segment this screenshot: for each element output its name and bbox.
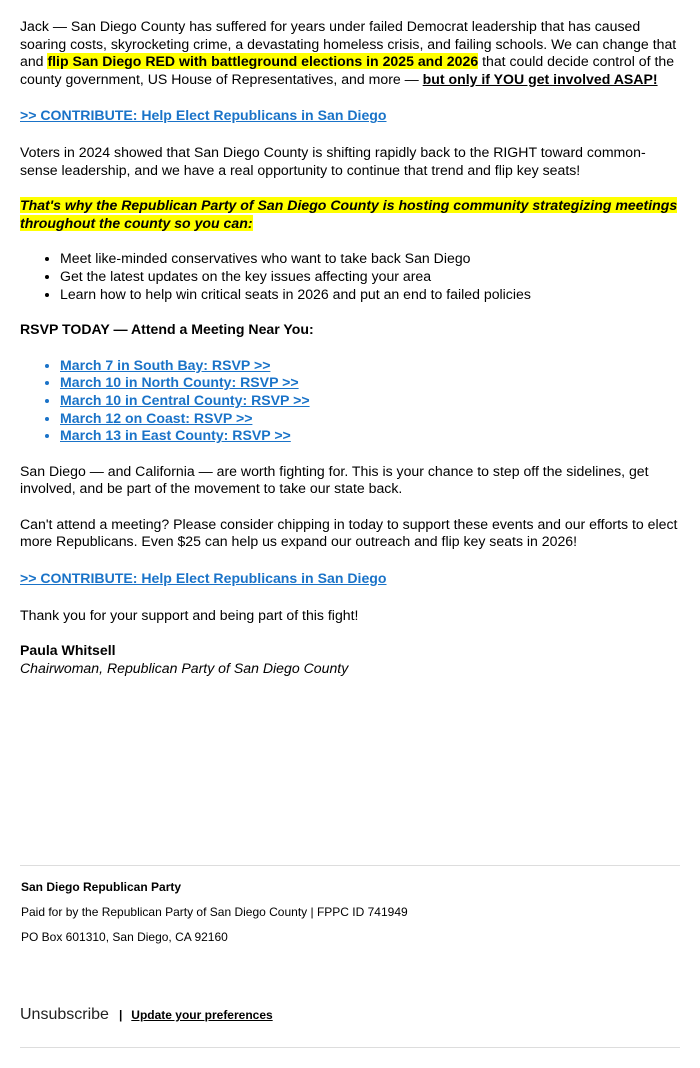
contribute-paragraph-2: [20, 570, 682, 588]
contribute-link-1[interactable]: >> CONTRIBUTE: Help Elect Republicans in San Diego: [20, 107, 387, 124]
rsvp-item: [60, 357, 682, 375]
intro-emphasis: but only if YOU get involved ASAP!: [422, 70, 658, 87]
intro-text-2: that could decide control of the county government, US House of Representatives, and more —: [20, 53, 675, 87]
unsubscribe-row: [20, 1006, 273, 1024]
footer: [21, 880, 681, 944]
hosting-paragraph: [20, 197, 682, 232]
cant-attend-paragraph: Can't attend a meeting? Please consider chipping in today to support these events and our efforts to elect more Republicans. Even $25 can help us expand our outreach and flip key seats in 2026!: [20, 515, 678, 550]
contribute-link-2[interactable]: >> CONTRIBUTE: Help Elect Republicans in San Diego: [20, 570, 387, 587]
signature-title: Chairwoman, Republican Party of San Diego County: [20, 659, 349, 676]
footer-separator: |: [118, 1008, 123, 1022]
footer-address: PO Box 601310, San Diego, CA 92160: [21, 930, 228, 944]
rsvp-link-central-county[interactable]: March 10 in Central County: RSVP >>: [60, 391, 310, 408]
email-body: [20, 18, 682, 677]
rsvp-link-north-county[interactable]: March 10 in North County: RSVP >>: [60, 374, 299, 391]
rsvp-item: [60, 427, 682, 445]
contribute-paragraph-1: [20, 107, 682, 125]
voters-paragraph: Voters in 2024 showed that San Diego County is shifting rapidly back to the RIGHT toward common-sense leadership, and we have a real opportunity to continue that trend and flip key seats!: [20, 143, 646, 178]
intro-text-1: Jack — San Diego County has suffered for years under failed Democrat leadership that has caused soaring costs, skyrocketing crime, a devastating homeless crisis, and failing schools. We can change that and: [20, 18, 677, 70]
footer-org-name: San Diego Republican Party: [21, 880, 182, 894]
rsvp-link-south-bay[interactable]: March 7 in South Bay: RSVP >>: [60, 356, 271, 373]
list-item: • Get the latest updates on the key issues affecting your area: [60, 268, 682, 286]
benefits-list: [20, 250, 682, 303]
rsvp-item: [60, 374, 682, 392]
footer-paid-for: Paid for by the Republican Party of San Diego County | FPPC ID 741949: [21, 905, 408, 919]
rsvp-heading: RSVP TODAY — Attend a Meeting Near You:: [20, 321, 314, 338]
list-item: • Learn how to help win critical seats in 2026 and put an end to failed policies: [60, 286, 682, 304]
hosting-highlight: That's why the Republican Party of San Diego County is hosting community strategizing meetings throughout the county so you can:: [20, 197, 678, 231]
rsvp-link-east-county[interactable]: March 13 in East County: RSVP >>: [60, 427, 291, 444]
unsubscribe-link[interactable]: Unsubscribe: [20, 1006, 109, 1023]
list-item: • Meet like-minded conservatives who want to take back San Diego: [60, 250, 682, 268]
thanks-paragraph: Thank you for your support and being part of this fight!: [20, 606, 359, 623]
update-preferences-link[interactable]: Update your preferences: [131, 1008, 273, 1022]
footer-divider-top: [20, 865, 680, 866]
rsvp-item: [60, 392, 682, 410]
intro-highlight: flip San Diego RED with battleground elections in 2025 and 2026: [47, 53, 479, 70]
intro-paragraph: [20, 18, 682, 88]
rsvp-list: [20, 357, 682, 445]
rsvp-link-coast[interactable]: March 12 on Coast: RSVP >>: [60, 409, 253, 426]
rsvp-item: [60, 410, 682, 428]
worth-paragraph: San Diego — and California — are worth fighting for. This is your chance to step off the sidelines, get involved, and be part of the movement to take our state back.: [20, 462, 649, 497]
signature-name: Paula Whitsell: [20, 642, 116, 659]
footer-divider-bottom: [20, 1047, 680, 1048]
